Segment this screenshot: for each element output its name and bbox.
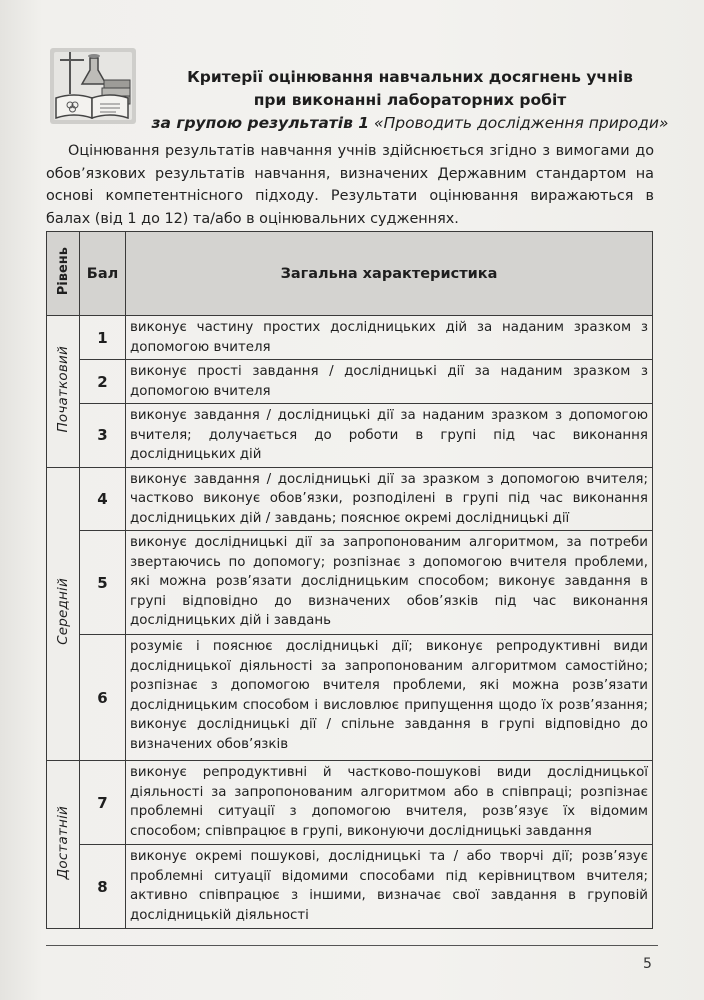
- score-cell: 5: [80, 531, 126, 635]
- score-cell: 4: [80, 467, 126, 531]
- level-initial: Початковий: [47, 316, 80, 468]
- page-heading: [150, 66, 670, 135]
- table-row: [47, 531, 653, 635]
- header-score: Бал: [80, 232, 126, 316]
- score-cell: 8: [80, 845, 126, 929]
- heading-line-2: при виконанні лабораторних робіт: [253, 91, 567, 109]
- description-cell: розуміє і пояснює дослідницькі дії; виконує репродуктивні види дослідницької діяльності за запропонованим алгоритмом самостійно; розпізнає з допомогою вчителя проблеми, які можна розв’язати дослідницьким способом і висловлює припущення щодо їх розв’язання; виконує дослідницькі дії / спільне завдання в групі відповідно до визначених обов’язків: [126, 635, 653, 761]
- score-cell: 3: [80, 404, 126, 468]
- laboratory-book-icon: [48, 44, 138, 128]
- page-number: 5: [643, 956, 652, 972]
- description-cell: виконує завдання / дослідницькі дії за зразком з допомогою вчителя; частково виконує обов’язки, розподілені в групі під час виконання дослідницьких дій / завдань; пояснює окремі дослідницькі дії: [126, 467, 653, 531]
- table-row: [47, 845, 653, 929]
- header-description: Загальна характеристика: [126, 232, 653, 316]
- description-cell: виконує прості завдання / дослідницькі дії за наданим зразком з допомогою вчителя: [126, 360, 653, 404]
- criteria-table: [46, 231, 653, 929]
- heading-group-prefix: за групою результатів 1: [151, 114, 370, 132]
- score-cell: 7: [80, 761, 126, 845]
- score-cell: 1: [80, 316, 126, 360]
- description-cell: виконує репродуктивні й частково-пошукові види дослідницької діяльності за запропонованим алгоритмом або в співпраці; розпізнає проблемні ситуації з допомогою вчителя, розв’язує їх відомим способом; співпрацює в групі, виконуючи дослідницькі завдання: [126, 761, 653, 845]
- table-header-row: [47, 232, 653, 316]
- table-row: [47, 360, 653, 404]
- score-cell: 6: [80, 635, 126, 761]
- heading-group-title: «Проводить дослідження природи»: [374, 114, 669, 132]
- table-row: [47, 467, 653, 531]
- description-cell: виконує частину простих дослідницьких дій за наданим зразком з допомогою вчителя: [126, 316, 653, 360]
- footer-rule: [46, 945, 658, 946]
- description-cell: виконує завдання / дослідницькі дії за наданим зразком з допомогою вчителя; долучається до роботи в групі під час виконання дослідницьких дій: [126, 404, 653, 468]
- intro-paragraph: Оцінювання результатів навчання учнів здійснюється згідно з вимогами до обов’язкових результатів навчання, визначених Державним стандартом на основі компетентнісного підходу. Результати оцінювання виражаються в балах (від 1 до 12) та/або в оцінювальних судженнях.: [46, 143, 654, 227]
- table-row: [47, 761, 653, 845]
- heading-line-3: [150, 112, 670, 135]
- description-cell: виконує дослідницькі дії за запропонованим алгоритмом, за потреби звертаючись по допомогу; розпізнає з допомогою вчителя проблеми, які можна розв’язати дослідницьким способом; виконує завдання в групі відповідно до визначених обов’язків під час виконання дослідницьких дій і завдань: [126, 531, 653, 635]
- description-cell: виконує окремі пошукові, дослідницькі та / або творчі дії; розв’язує проблемні ситуації відомими способами під керівництвом вчителя; активно співпрацює з іншими, визначає свої завдання в груповій дослідницькій діяльності: [126, 845, 653, 929]
- table-row: [47, 635, 653, 761]
- table-row: [47, 404, 653, 468]
- heading-line-1: Критерії оцінювання навчальних досягнень учнів: [187, 68, 633, 86]
- score-cell: 2: [80, 360, 126, 404]
- table-row: [47, 316, 653, 360]
- level-middle: Середній: [47, 467, 80, 761]
- header-level: Рівень: [47, 232, 80, 316]
- level-sufficient: Достатній: [47, 761, 80, 929]
